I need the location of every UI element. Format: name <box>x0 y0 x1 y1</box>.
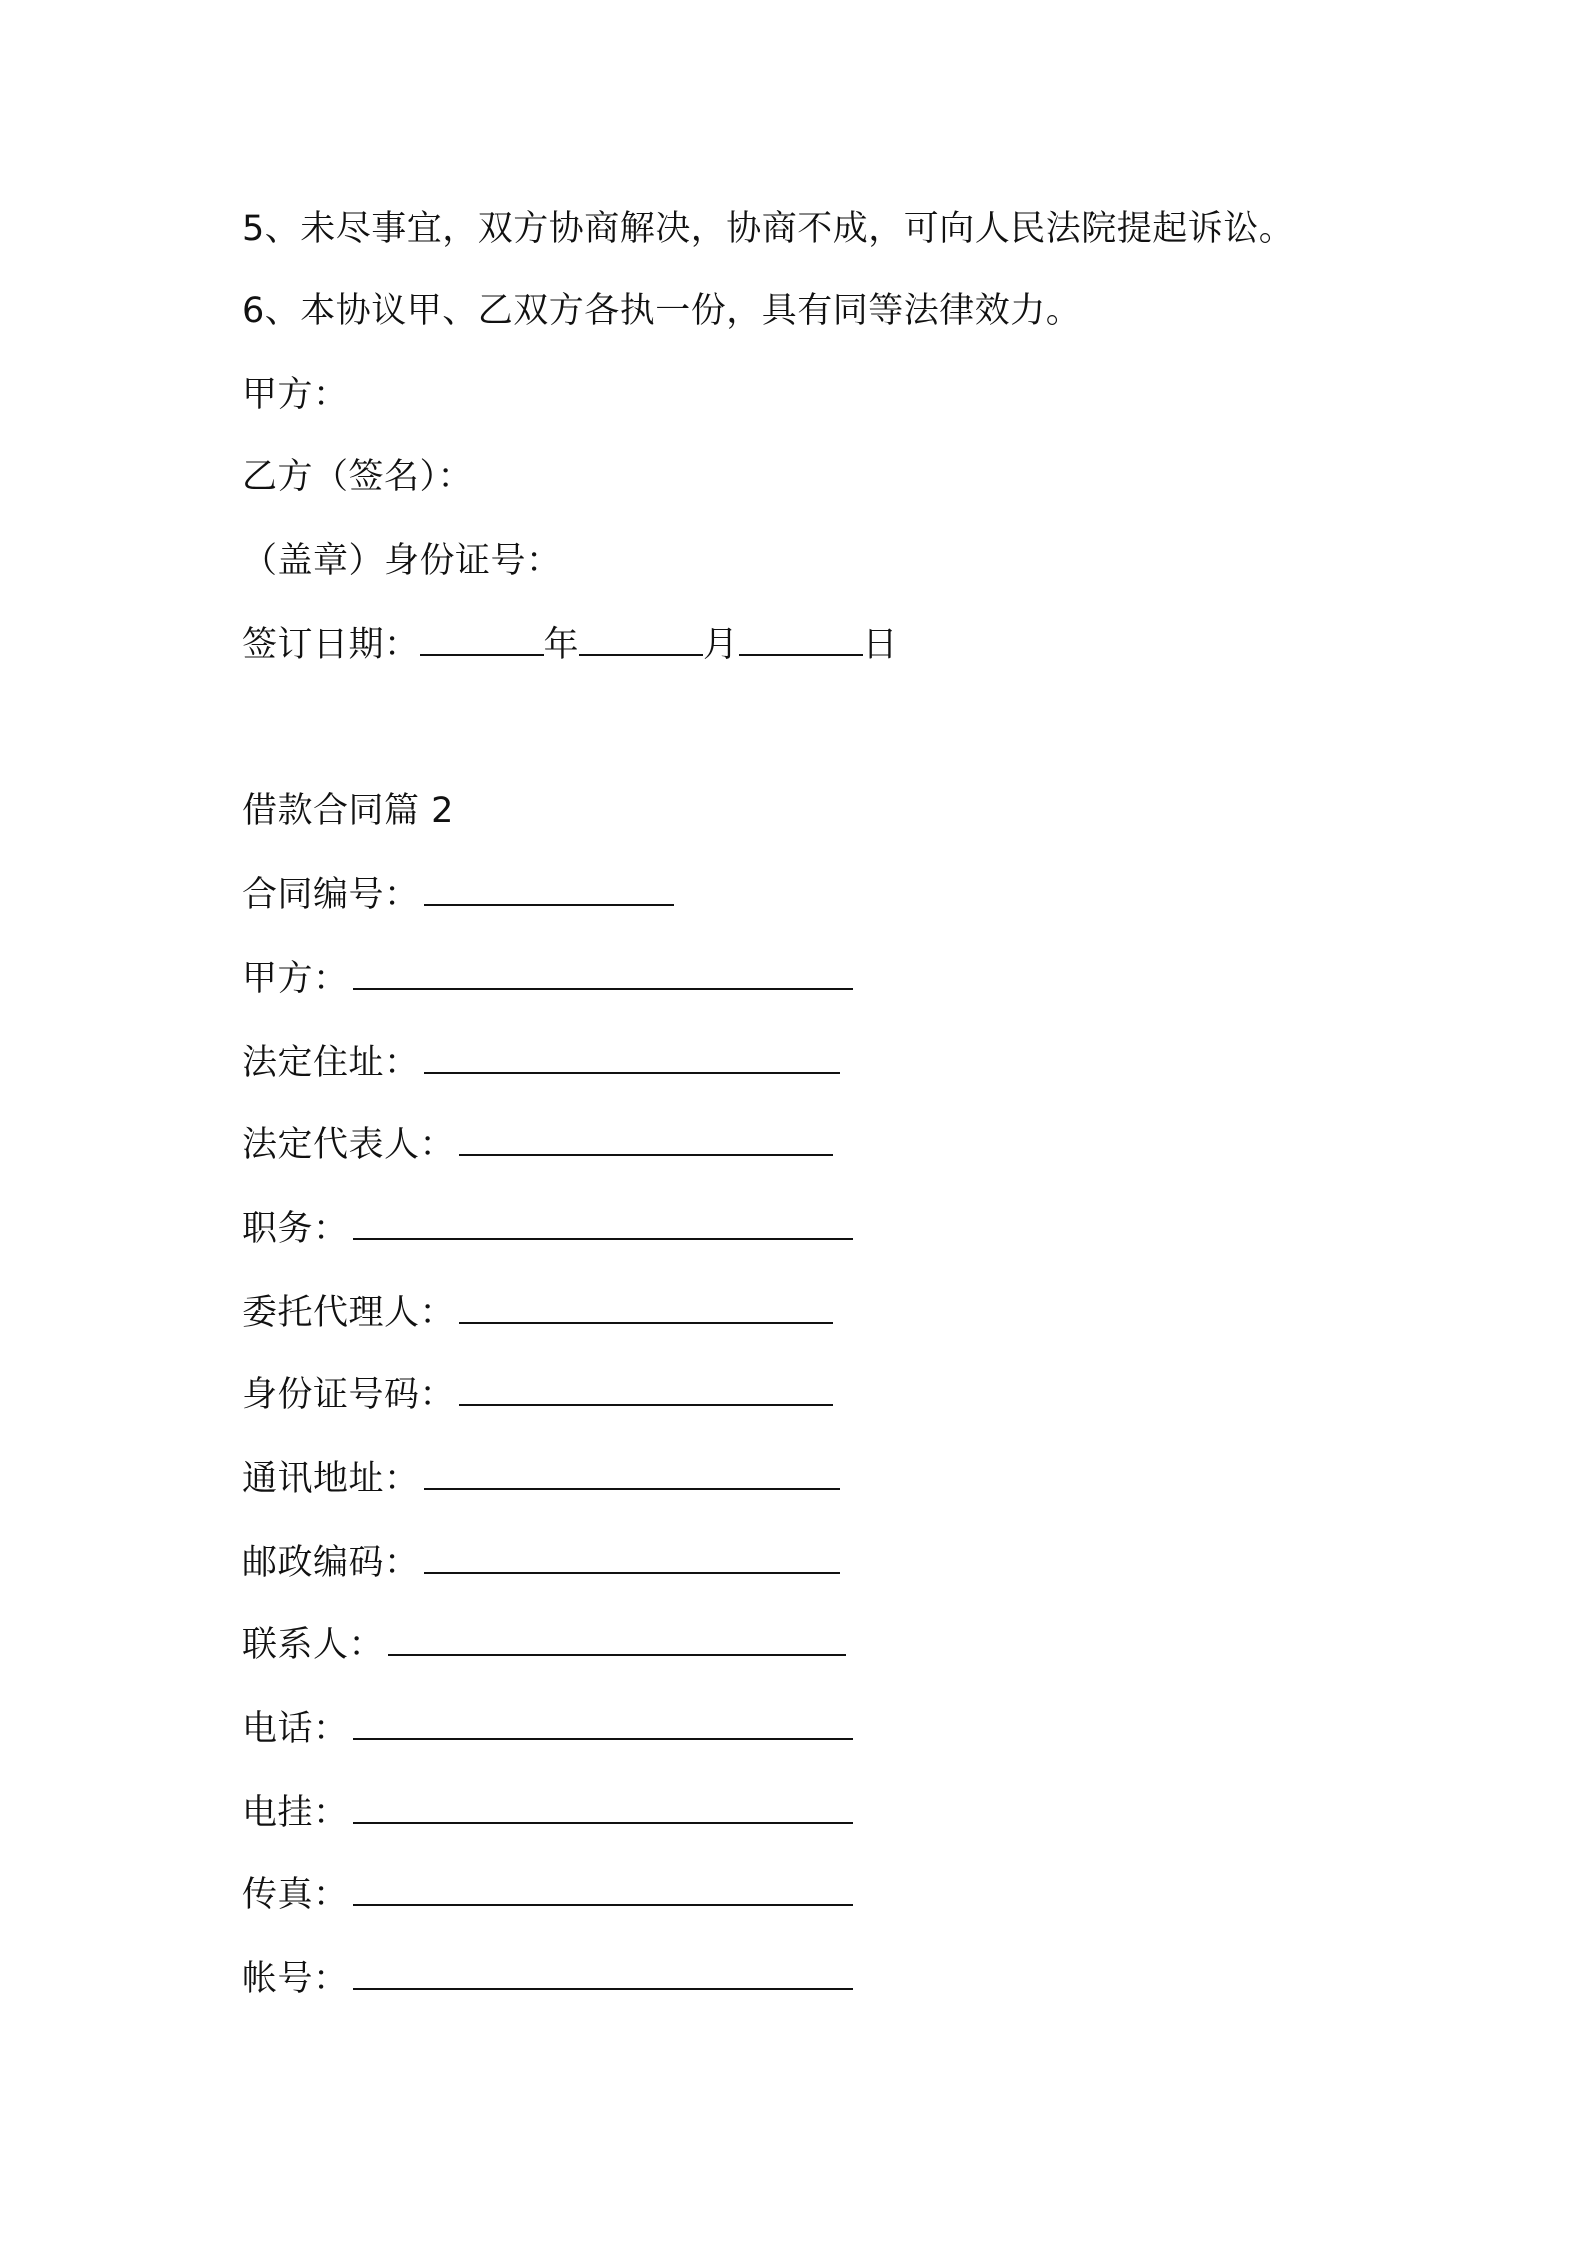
seal-id-label: （盖章）身份证号： <box>242 541 562 581</box>
field-label: 联系人： <box>242 1625 385 1665</box>
field-label: 电话： <box>242 1709 349 1749</box>
field-blank <box>388 1620 846 1656</box>
field-label: 邮政编码： <box>242 1543 420 1583</box>
field-blank <box>424 1538 840 1574</box>
field-label: 身份证号码： <box>242 1375 456 1415</box>
field-blank <box>353 1204 853 1240</box>
month-label: 月 <box>703 625 739 665</box>
field-blank <box>459 1288 833 1324</box>
id-number-field <box>242 1370 833 1420</box>
contract-2-title: 借款合同篇 2 <box>242 791 454 831</box>
postal-code-field <box>242 1538 840 1588</box>
month-blank <box>579 620 703 656</box>
field-blank <box>353 1704 853 1740</box>
cable-field <box>242 1788 853 1838</box>
field-label: 合同编号： <box>242 875 420 915</box>
party-a-signature-label: 甲方： <box>242 375 349 415</box>
mailing-address-field <box>242 1454 840 1504</box>
field-blank <box>353 1954 853 1990</box>
legal-representative-field <box>242 1120 833 1170</box>
field-blank <box>459 1120 833 1156</box>
day-blank <box>739 620 863 656</box>
party-b-signature-label: 乙方（签名）： <box>242 457 474 497</box>
clause-5: 5、未尽事宜，双方协商解决，协商不成，可向人民法院提起诉讼。 <box>242 209 1295 249</box>
field-label: 甲方： <box>242 959 349 999</box>
field-label: 职务： <box>242 1209 349 1249</box>
contact-person-field <box>242 1620 846 1670</box>
year-label: 年 <box>543 625 580 665</box>
position-field <box>242 1204 853 1254</box>
signing-date-row <box>242 620 898 670</box>
year-blank <box>420 620 544 656</box>
field-blank <box>424 1038 840 1074</box>
contract-number-field <box>242 870 674 920</box>
field-label: 法定住址： <box>242 1043 420 1083</box>
legal-address-field <box>242 1038 840 1088</box>
clause-6: 6、本协议甲、乙双方各执一份，具有同等法律效力。 <box>242 291 1082 331</box>
field-label: 委托代理人： <box>242 1293 456 1333</box>
field-blank <box>459 1370 833 1406</box>
field-label: 电挂： <box>242 1793 349 1833</box>
authorized-agent-field <box>242 1288 833 1338</box>
day-label: 日 <box>862 625 899 665</box>
field-blank <box>424 1454 840 1490</box>
field-label: 通讯地址： <box>242 1459 420 1499</box>
field-label: 传真： <box>242 1875 349 1915</box>
field-blank <box>353 1788 853 1824</box>
party-a-field <box>242 954 853 1004</box>
field-blank <box>353 954 853 990</box>
field-blank <box>353 1870 853 1906</box>
fax-field <box>242 1870 853 1920</box>
signing-date-label: 签订日期： <box>242 625 420 665</box>
account-number-field <box>242 1954 853 2004</box>
field-label: 帐号： <box>242 1959 349 1999</box>
phone-field <box>242 1704 853 1754</box>
field-blank <box>424 870 674 906</box>
field-label: 法定代表人： <box>242 1125 456 1165</box>
